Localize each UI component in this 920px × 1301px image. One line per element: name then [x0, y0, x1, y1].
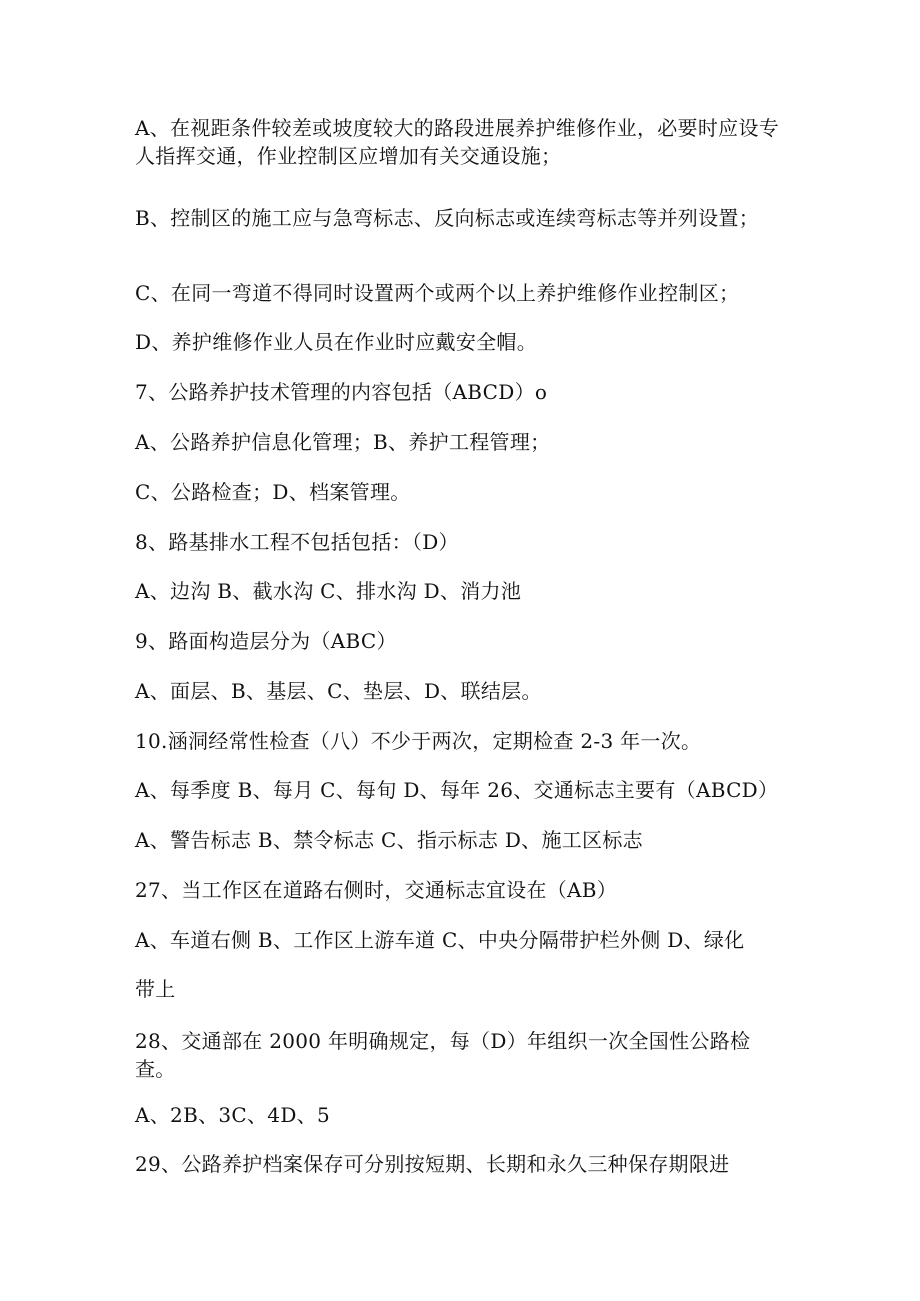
paragraph-option-c-same-curve: C、在同一弯道不得同时设置两个或两个以上养护维修作业控制区；: [135, 281, 740, 305]
paragraph-option-d-helmet: D、养护维修作业人员在作业时应戴安全帽。: [135, 330, 538, 354]
question-9-options: A、面层、B、基层、C、垫层、D、联结层。: [135, 679, 542, 703]
paragraph-option-b-control-zone: B、控制区的施工应与急弯标志、反向标志或连续弯标志等并列设置；: [135, 206, 759, 230]
paragraph-option-a-sight-distance: A、在视距条件较差或坡度较大的路段进展养护维修作业，必要时应设专人指挥交通，作业控制区应增加有关交通设施；: [135, 116, 780, 168]
question-28: 28、交通部在 2000 年明确规定，每（D）年组织一次全国性公路检查。: [135, 1029, 751, 1081]
question-28-options: A、2B、3C、4D、5: [135, 1103, 330, 1127]
question-27-options: A、车道右侧 B、工作区上游车道 C、中央分隔带护栏外侧 D、绿化: [135, 928, 745, 952]
question-8: 8、路基排水工程不包括包括：（D）: [135, 530, 459, 554]
question-27: 27、当工作区在道路右侧时，交通标志宜设在（AB）: [135, 878, 618, 902]
question-8-options: A、边沟 B、截水沟 C、排水沟 D、消力池: [135, 579, 522, 603]
question-26-options: A、警告标志 B、禁令标志 C、指示标志 D、施工区标志: [135, 828, 643, 852]
question-7: 7、公路养护技术管理的内容包括（ABCD）o: [135, 380, 548, 404]
question-7-options-ab: A、公路养护信息化管理；B、养护工程管理；: [135, 430, 551, 454]
question-10-options-and-question-26: A、每季度 B、每月 C、每旬 D、每年 26、交通标志主要有（ABCD）: [135, 778, 779, 802]
question-29: 29、公路养护档案保存可分别按短期、长期和永久三种保存期限进: [135, 1152, 730, 1176]
question-9: 9、路面构造层分为（ABC）: [135, 629, 397, 653]
question-10: 10.涵洞经常性检查（八）不少于两次，定期检查 2-3 年一次。: [135, 729, 702, 753]
question-27-options-continued: 带上: [135, 977, 176, 1001]
question-7-options-cd: C、公路检查；D、档案管理。: [135, 480, 411, 504]
